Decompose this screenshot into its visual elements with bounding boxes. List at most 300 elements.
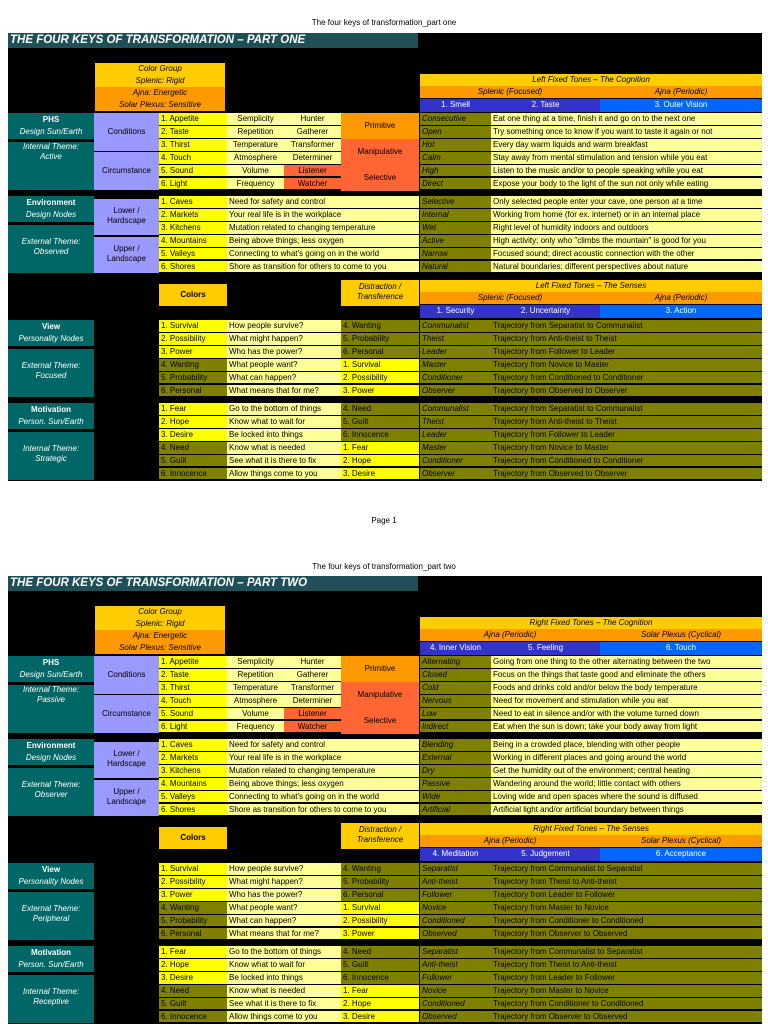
view-keyword: Follower xyxy=(420,889,491,902)
environment-description: Need for safety and control xyxy=(227,739,419,752)
motivation-row: 2. Hope xyxy=(159,416,227,429)
selective-label: Selective xyxy=(341,708,419,734)
cognition-keyword: High xyxy=(420,165,491,178)
cognition-keyword: Calm xyxy=(420,152,491,165)
motivation-description: Know what to wait for xyxy=(227,416,341,429)
motivation-row: 6. Innocence xyxy=(159,468,227,481)
environment-description: Connecting to what's going on in the world xyxy=(227,791,419,804)
color-group-label: Ajna: Energetic xyxy=(95,87,225,99)
upper-landscape-label: Upper / Landscape xyxy=(94,780,159,816)
view-row: 3. Power xyxy=(159,346,227,359)
motivation-transference: 2. Hope xyxy=(341,455,419,468)
fixed-tones-title: Right Fixed Tones – The Cognition xyxy=(420,617,762,629)
tone-row: Temperature xyxy=(227,682,284,695)
environment-row: 6. Shores xyxy=(159,804,227,817)
environment-keyword: Selective xyxy=(420,196,491,209)
view-trajectory: Trajectory from Novice to Master xyxy=(491,359,762,372)
distraction-label: Distraction / Transference xyxy=(341,280,419,306)
environment-cognition: Natural boundaries; different perspectives about nature xyxy=(491,261,762,274)
environment-row: 6. Shores xyxy=(159,261,227,274)
view-row: 3. Power xyxy=(159,889,227,902)
view-keyword: Theist xyxy=(420,333,491,346)
motivation-row: 3. Desire xyxy=(159,972,227,985)
motivation-trajectory: Trajectory from Observed to Observer xyxy=(491,468,762,481)
view-row: 2. Possibility xyxy=(159,876,227,889)
view-question: What can happen? xyxy=(227,915,341,928)
motivation-transference: 2. Hope xyxy=(341,998,419,1011)
environment-row: 1. Caves xyxy=(159,196,227,209)
colors-label: Colors xyxy=(159,284,227,306)
view-trajectory: Trajectory from Observed to Observer xyxy=(491,385,762,398)
fixed-tones-title: Left Fixed Tones – The Cognition xyxy=(420,74,762,86)
section-subtitle: Design Nodes xyxy=(8,209,94,222)
view-question: What might happen? xyxy=(227,876,341,889)
conditions-label: Conditions xyxy=(94,113,159,151)
view-transference: 5. Probability xyxy=(341,876,419,889)
view-trajectory: Trajectory from Separatist to Communalist xyxy=(491,320,762,333)
view-question: How people survive? xyxy=(227,863,341,876)
motivation-row: 6. Innocence xyxy=(159,1011,227,1024)
environment-cognition: Only selected people enter your cave, one person at a time xyxy=(491,196,762,209)
cognition-description: Expose your body to the light of the sun not only while eating xyxy=(491,178,762,191)
motivation-keyword: Separatist xyxy=(420,946,491,959)
view-transference: 3. Power xyxy=(341,928,419,941)
role-row: Transformer xyxy=(284,139,341,152)
view-transference: 3. Power xyxy=(341,385,419,398)
motivation-transference: 4. Need xyxy=(341,946,419,959)
cognition-description: Try something once to know if you want to taste it again or not xyxy=(491,126,762,139)
environment-keyword: Wide xyxy=(420,791,491,804)
cognition-description: Eat one thing at a time, finish it and go on to the next one xyxy=(491,113,762,126)
tone-row: Atmosphere xyxy=(227,695,284,708)
motivation-keyword: Conditioner xyxy=(420,455,491,468)
motivation-row: 1. Fear xyxy=(159,403,227,416)
environment-cognition: High activity; only who "climbs the mountain" is good for you xyxy=(491,235,762,248)
view-trajectory: Trajectory from Communalist to Separatist xyxy=(491,863,762,876)
environment-description: Need for safety and control xyxy=(227,196,419,209)
sheet-title: THE FOUR KEYS OF TRANSFORMATION – PART TWO xyxy=(8,576,418,591)
environment-cognition: Being in a crowded place, blending with other people xyxy=(491,739,762,752)
section-title: Environment xyxy=(8,739,94,753)
cognition-description: Need to eat in silence and/or with the volume turned down xyxy=(491,708,762,721)
environment-row: 3. Kitchens xyxy=(159,765,227,778)
view-trajectory: Trajectory from Anti-theist to Theist xyxy=(491,333,762,346)
motivation-row: 4. Need xyxy=(159,985,227,998)
conditions-label: Conditions xyxy=(94,656,159,694)
environment-cognition: Right level of humidity indoors and outdoors xyxy=(491,222,762,235)
motivation-keyword: Leader xyxy=(420,429,491,442)
color-group-label: Color Group xyxy=(95,606,225,618)
cognition-description: Focus on the things that taste good and eliminate the others xyxy=(491,669,762,682)
view-transference: 4. Wanting xyxy=(341,320,419,333)
role-row: Listener xyxy=(284,708,341,721)
view-transference: 2. Possibility xyxy=(341,915,419,928)
section-title: PHS xyxy=(8,113,94,127)
page-header-part-one: The four keys of transformation_part one xyxy=(311,18,457,27)
distraction-label: Distraction / Transference xyxy=(341,823,419,849)
environment-keyword: Active xyxy=(420,235,491,248)
view-trajectory: Trajectory from Master to Novice xyxy=(491,902,762,915)
environment-row: 4. Mountains xyxy=(159,235,227,248)
view-row: 2. Possibility xyxy=(159,333,227,346)
section-subtitle: Personality Nodes xyxy=(8,876,94,889)
motivation-trajectory: Trajectory from Conditioner to Conditioned xyxy=(491,998,762,1011)
view-trajectory: Trajectory from Theist to Anti-theist xyxy=(491,876,762,889)
senses-subgroup: Solar Plexus (Cyclical) xyxy=(600,835,762,847)
motivation-row: 3. Desire xyxy=(159,429,227,442)
view-transference: 2. Possibility xyxy=(341,372,419,385)
section-title: Motivation xyxy=(8,946,94,960)
section-title: View xyxy=(8,863,94,877)
environment-description: Shore as transition for others to come to you xyxy=(227,804,419,817)
view-transference: 1. Survival xyxy=(341,902,419,915)
motivation-keyword: Novice xyxy=(420,985,491,998)
view-row: 5. Probability xyxy=(159,915,227,928)
fixed-tones-subgroup: Ajna (Periodic) xyxy=(420,629,600,641)
motivation-transference: 3. Desire xyxy=(341,468,419,481)
environment-row: 2. Markets xyxy=(159,752,227,765)
view-trajectory: Trajectory from Observer to Observed xyxy=(491,928,762,941)
environment-keyword: Wet xyxy=(420,222,491,235)
cognition-description: Eat when the sun is down; take your body away from light xyxy=(491,721,762,734)
motivation-transference: 1. Fear xyxy=(341,985,419,998)
motivation-transference: 5. Guilt xyxy=(341,959,419,972)
cognition-description: Going from one thing to the other alternating between the two xyxy=(491,656,762,669)
color-row: 3. Thirst xyxy=(159,139,227,152)
motivation-description: Know what is needed xyxy=(227,442,341,455)
role-row: Listener xyxy=(284,165,341,178)
motivation-trajectory: Trajectory from Separatist to Communalist xyxy=(491,403,762,416)
view-row: 6. Personal xyxy=(159,928,227,941)
environment-keyword: Natural xyxy=(420,261,491,274)
senses-subgroup: Splenic (Focused) xyxy=(420,292,600,304)
motivation-trajectory: Trajectory from Leader to Follower xyxy=(491,972,762,985)
cognition-description: Foods and drinks cold and/or below the body temperature xyxy=(491,682,762,695)
color-group-label: Splenic: Rigid xyxy=(95,75,225,87)
environment-description: Mutation related to changing temperature xyxy=(227,222,419,235)
motivation-transference: 6. Innocence xyxy=(341,429,419,442)
motivation-description: Be locked into things xyxy=(227,972,341,985)
environment-keyword: Passive xyxy=(420,778,491,791)
motivation-description: Allow things come to you xyxy=(227,468,341,481)
motivation-trajectory: Trajectory from Communalist to Separatist xyxy=(491,946,762,959)
view-keyword: Anti-theist xyxy=(420,876,491,889)
view-keyword: Leader xyxy=(420,346,491,359)
environment-cognition: Loving wide and open spaces where the sound is diffused xyxy=(491,791,762,804)
motivation-description: Know what to wait for xyxy=(227,959,341,972)
motivation-keyword: Conditioned xyxy=(420,998,491,1011)
section-subtitle: Design Nodes xyxy=(8,752,94,765)
view-question: What people want? xyxy=(227,902,341,915)
motivation-description: Go to the bottom of things xyxy=(227,403,341,416)
lower-hardscape-label: Lower / Hardscape xyxy=(94,199,159,235)
role-row: Hunter xyxy=(284,656,341,669)
view-trajectory: Trajectory from Leader to Follower xyxy=(491,889,762,902)
senses-tone-header: 5. Judgement xyxy=(491,848,600,861)
fixed-tones-subgroup: Ajna (Periodic) xyxy=(600,86,762,98)
tone-row: Frequency xyxy=(227,178,284,191)
senses-title: Left Fixed Tones – The Senses xyxy=(420,280,762,292)
senses-tone-header: 3. Action xyxy=(600,305,762,318)
environment-row: 1. Caves xyxy=(159,739,227,752)
view-keyword: Separatist xyxy=(420,863,491,876)
color-row: 5. Sound xyxy=(159,165,227,178)
cognition-keyword: Low xyxy=(420,708,491,721)
tone-row: Semplicity xyxy=(227,656,284,669)
environment-description: Being above things; less oxygen xyxy=(227,235,419,248)
cognition-keyword: Alternating xyxy=(420,656,491,669)
view-row: 5. Probability xyxy=(159,372,227,385)
cognition-keyword: Nervous xyxy=(420,695,491,708)
environment-description: Connecting to what's going on in the world xyxy=(227,248,419,261)
motivation-keyword: Master xyxy=(420,442,491,455)
environment-description: Your real life is in the workplace xyxy=(227,209,419,222)
colors-label: Colors xyxy=(159,827,227,849)
view-question: What means that for me? xyxy=(227,385,341,398)
senses-tone-header: 6. Acceptance xyxy=(600,848,762,861)
environment-row: 5. Valleys xyxy=(159,791,227,804)
view-question: What people want? xyxy=(227,359,341,372)
view-trajectory: Trajectory from Conditioned to Conditioner xyxy=(491,372,762,385)
view-question: What can happen? xyxy=(227,372,341,385)
page-footer: Page 1 xyxy=(371,516,397,525)
color-row: 2. Taste xyxy=(159,126,227,139)
motivation-description: Allow things come to you xyxy=(227,1011,341,1024)
cognition-keyword: Consecutive xyxy=(420,113,491,126)
tone-row: Frequency xyxy=(227,721,284,734)
cognition-description: Every day warm liquids and warm breakfast xyxy=(491,139,762,152)
fixed-tone-header: 5. Feeling xyxy=(491,642,600,655)
view-question: How people survive? xyxy=(227,320,341,333)
section-subtitle: Personality Nodes xyxy=(8,333,94,346)
cognition-keyword: Closed xyxy=(420,669,491,682)
cognition-keyword: Hot xyxy=(420,139,491,152)
manipulative-label: Manipulative xyxy=(341,139,419,165)
senses-title: Right Fixed Tones – The Senses xyxy=(420,823,762,835)
view-question: Who has the power? xyxy=(227,889,341,902)
motivation-keyword: Observer xyxy=(420,468,491,481)
motivation-trajectory: Trajectory from Observer to Observed xyxy=(491,1011,762,1024)
cognition-keyword: Cold xyxy=(420,682,491,695)
view-transference: 1. Survival xyxy=(341,359,419,372)
fixed-tone-header: 1. Smell xyxy=(420,99,491,112)
senses-subgroup: Ajna (Periodic) xyxy=(420,835,600,847)
section-title: PHS xyxy=(8,656,94,670)
role-row: Watcher xyxy=(284,178,341,191)
motivation-row: 5. Guilt xyxy=(159,998,227,1011)
fixed-tone-header: 3. Outer Vision xyxy=(600,99,762,112)
role-row: Gatherer xyxy=(284,669,341,682)
motivation-trajectory: Trajectory from Anti-theist to Theist xyxy=(491,416,762,429)
view-keyword: Observed xyxy=(420,928,491,941)
section-title: Environment xyxy=(8,196,94,210)
color-group-label: Ajna: Energetic xyxy=(95,630,225,642)
fixed-tone-header: 4. Inner Vision xyxy=(420,642,491,655)
motivation-keyword: Observed xyxy=(420,1011,491,1024)
color-group-label: Splenic: Rigid xyxy=(95,618,225,630)
primitive-label: Primitive xyxy=(341,656,419,682)
role-row: Transformer xyxy=(284,682,341,695)
role-row: Determiner xyxy=(284,695,341,708)
fixed-tone-header: 2. Taste xyxy=(491,99,600,112)
environment-keyword: Dry xyxy=(420,765,491,778)
section-subtitle: Person. Sun/Earth xyxy=(8,416,94,429)
view-transference: 5. Probability xyxy=(341,333,419,346)
color-row: 4. Touch xyxy=(159,152,227,165)
fixed-tones-subgroup: Solar Plexus (Cyclical) xyxy=(600,629,762,641)
motivation-row: 2. Hope xyxy=(159,959,227,972)
lower-hardscape-label: Lower / Hardscape xyxy=(94,742,159,778)
view-row: 1. Survival xyxy=(159,320,227,333)
motivation-transference: 5. Guilt xyxy=(341,416,419,429)
senses-tone-header: 4. Meditation xyxy=(420,848,491,861)
view-row: 4. Wanting xyxy=(159,902,227,915)
section-theme: External Theme: Peripheral xyxy=(8,892,94,940)
upper-landscape-label: Upper / Landscape xyxy=(94,237,159,273)
view-keyword: Master xyxy=(420,359,491,372)
environment-cognition: Get the humidity out of the environment; central heating xyxy=(491,765,762,778)
sheet-title: THE FOUR KEYS OF TRANSFORMATION – PART ONE xyxy=(8,33,418,48)
view-trajectory: Trajectory from Follower to Leader xyxy=(491,346,762,359)
sheet-part-one xyxy=(8,33,762,481)
color-row: 1. Appetite xyxy=(159,113,227,126)
motivation-keyword: Follower xyxy=(420,972,491,985)
view-transference: 4. Wanting xyxy=(341,863,419,876)
environment-description: Shore as transition for others to come to you xyxy=(227,261,419,274)
circumstance-label: Circumstance xyxy=(94,152,159,190)
role-row: Determiner xyxy=(284,152,341,165)
view-transference: 6. Personal xyxy=(341,889,419,902)
cognition-keyword: Open xyxy=(420,126,491,139)
environment-keyword: Internal xyxy=(420,209,491,222)
section-theme: External Theme: Focused xyxy=(8,349,94,397)
color-row: 3. Thirst xyxy=(159,682,227,695)
view-row: 6. Personal xyxy=(159,385,227,398)
motivation-trajectory: Trajectory from Follower to Leader xyxy=(491,429,762,442)
environment-row: 4. Mountains xyxy=(159,778,227,791)
page-header-part-two: The four keys of transformation_part two xyxy=(312,562,456,571)
environment-keyword: Artificial xyxy=(420,804,491,817)
senses-subgroup: Ajna (Periodic) xyxy=(600,292,762,304)
cognition-description: Listen to the music and/or to people speaking while you eat xyxy=(491,165,762,178)
sheet-part-two xyxy=(8,576,762,1024)
section-theme: Internal Theme: Passive xyxy=(8,685,94,733)
view-question: Who has the power? xyxy=(227,346,341,359)
section-title: Motivation xyxy=(8,403,94,417)
tone-row: Repetition xyxy=(227,126,284,139)
section-subtitle: Person. Sun/Earth xyxy=(8,959,94,972)
view-row: 4. Wanting xyxy=(159,359,227,372)
view-keyword: Novice xyxy=(420,902,491,915)
color-group-label: Solar Plexus: Sensitive xyxy=(95,642,225,654)
color-row: 5. Sound xyxy=(159,708,227,721)
environment-cognition: Wandering around the world; little contact with others xyxy=(491,778,762,791)
fixed-tones-subgroup: Splenic (Focused) xyxy=(420,86,600,98)
section-theme: Internal Theme: Strategic xyxy=(8,432,94,480)
role-row: Gatherer xyxy=(284,126,341,139)
tone-row: Semplicity xyxy=(227,113,284,126)
tone-row: Repetition xyxy=(227,669,284,682)
manipulative-label: Manipulative xyxy=(341,682,419,708)
motivation-keyword: Theist xyxy=(420,416,491,429)
color-group-label: Solar Plexus: Sensitive xyxy=(95,99,225,111)
motivation-description: See what it is there to fix xyxy=(227,455,341,468)
motivation-row: 5. Guilt xyxy=(159,455,227,468)
motivation-description: See what it is there to fix xyxy=(227,998,341,1011)
motivation-trajectory: Trajectory from Novice to Master xyxy=(491,442,762,455)
selective-label: Selective xyxy=(341,165,419,191)
environment-description: Your real life is in the workplace xyxy=(227,752,419,765)
environment-row: 5. Valleys xyxy=(159,248,227,261)
environment-description: Mutation related to changing temperature xyxy=(227,765,419,778)
cognition-keyword: Indirect xyxy=(420,721,491,734)
motivation-keyword: Communalist xyxy=(420,403,491,416)
view-transference: 6. Personal xyxy=(341,346,419,359)
tone-row: Temperature xyxy=(227,139,284,152)
view-question: What might happen? xyxy=(227,333,341,346)
motivation-keyword: Anti-theist xyxy=(420,959,491,972)
motivation-row: 4. Need xyxy=(159,442,227,455)
motivation-row: 1. Fear xyxy=(159,946,227,959)
environment-row: 2. Markets xyxy=(159,209,227,222)
view-trajectory: Trajectory from Conditioner to Conditioned xyxy=(491,915,762,928)
role-row: Hunter xyxy=(284,113,341,126)
environment-cognition: Focused sound; direct acoustic connection with the other xyxy=(491,248,762,261)
view-keyword: Conditioned xyxy=(420,915,491,928)
motivation-description: Go to the bottom of things xyxy=(227,946,341,959)
color-row: 1. Appetite xyxy=(159,656,227,669)
role-row: Watcher xyxy=(284,721,341,734)
motivation-trajectory: Trajectory from Theist to Anti-theist xyxy=(491,959,762,972)
senses-tone-header: 2. Uncertainty xyxy=(491,305,600,318)
fixed-tone-header: 6. Touch xyxy=(600,642,762,655)
motivation-trajectory: Trajectory from Master to Novice xyxy=(491,985,762,998)
color-row: 6. Light xyxy=(159,721,227,734)
environment-keyword: Narrow xyxy=(420,248,491,261)
color-row: 6. Light xyxy=(159,178,227,191)
view-keyword: Communalist xyxy=(420,320,491,333)
motivation-trajectory: Trajectory from Conditioned to Conditioner xyxy=(491,455,762,468)
section-subtitle: Design Sun/Earth xyxy=(8,669,94,682)
circumstance-label: Circumstance xyxy=(94,695,159,733)
view-question: What means that for me? xyxy=(227,928,341,941)
motivation-description: Know what is needed xyxy=(227,985,341,998)
senses-tone-header: 1. Security xyxy=(420,305,491,318)
primitive-label: Primitive xyxy=(341,113,419,139)
tone-row: Volume xyxy=(227,165,284,178)
section-theme: External Theme: Observer xyxy=(8,768,94,816)
environment-description: Being above things; less oxygen xyxy=(227,778,419,791)
environment-cognition: Working in different places and going around the world xyxy=(491,752,762,765)
view-keyword: Observer xyxy=(420,385,491,398)
motivation-transference: 1. Fear xyxy=(341,442,419,455)
motivation-description: Be locked into things xyxy=(227,429,341,442)
environment-keyword: Blending xyxy=(420,739,491,752)
color-group-label: Color Group xyxy=(95,63,225,75)
cognition-description: Stay away from mental stimulation and tension while you eat xyxy=(491,152,762,165)
environment-cognition: Artificial light and/or artificial boundary between things xyxy=(491,804,762,817)
color-row: 2. Taste xyxy=(159,669,227,682)
view-row: 1. Survival xyxy=(159,863,227,876)
section-theme: Internal Theme: Receptive xyxy=(8,975,94,1023)
tone-row: Atmosphere xyxy=(227,152,284,165)
cognition-keyword: Direct xyxy=(420,178,491,191)
environment-keyword: External xyxy=(420,752,491,765)
section-theme: External Theme: Observed xyxy=(8,225,94,273)
section-title: View xyxy=(8,320,94,334)
section-theme: Internal Theme: Active xyxy=(8,142,94,190)
motivation-transference: 4. Need xyxy=(341,403,419,416)
